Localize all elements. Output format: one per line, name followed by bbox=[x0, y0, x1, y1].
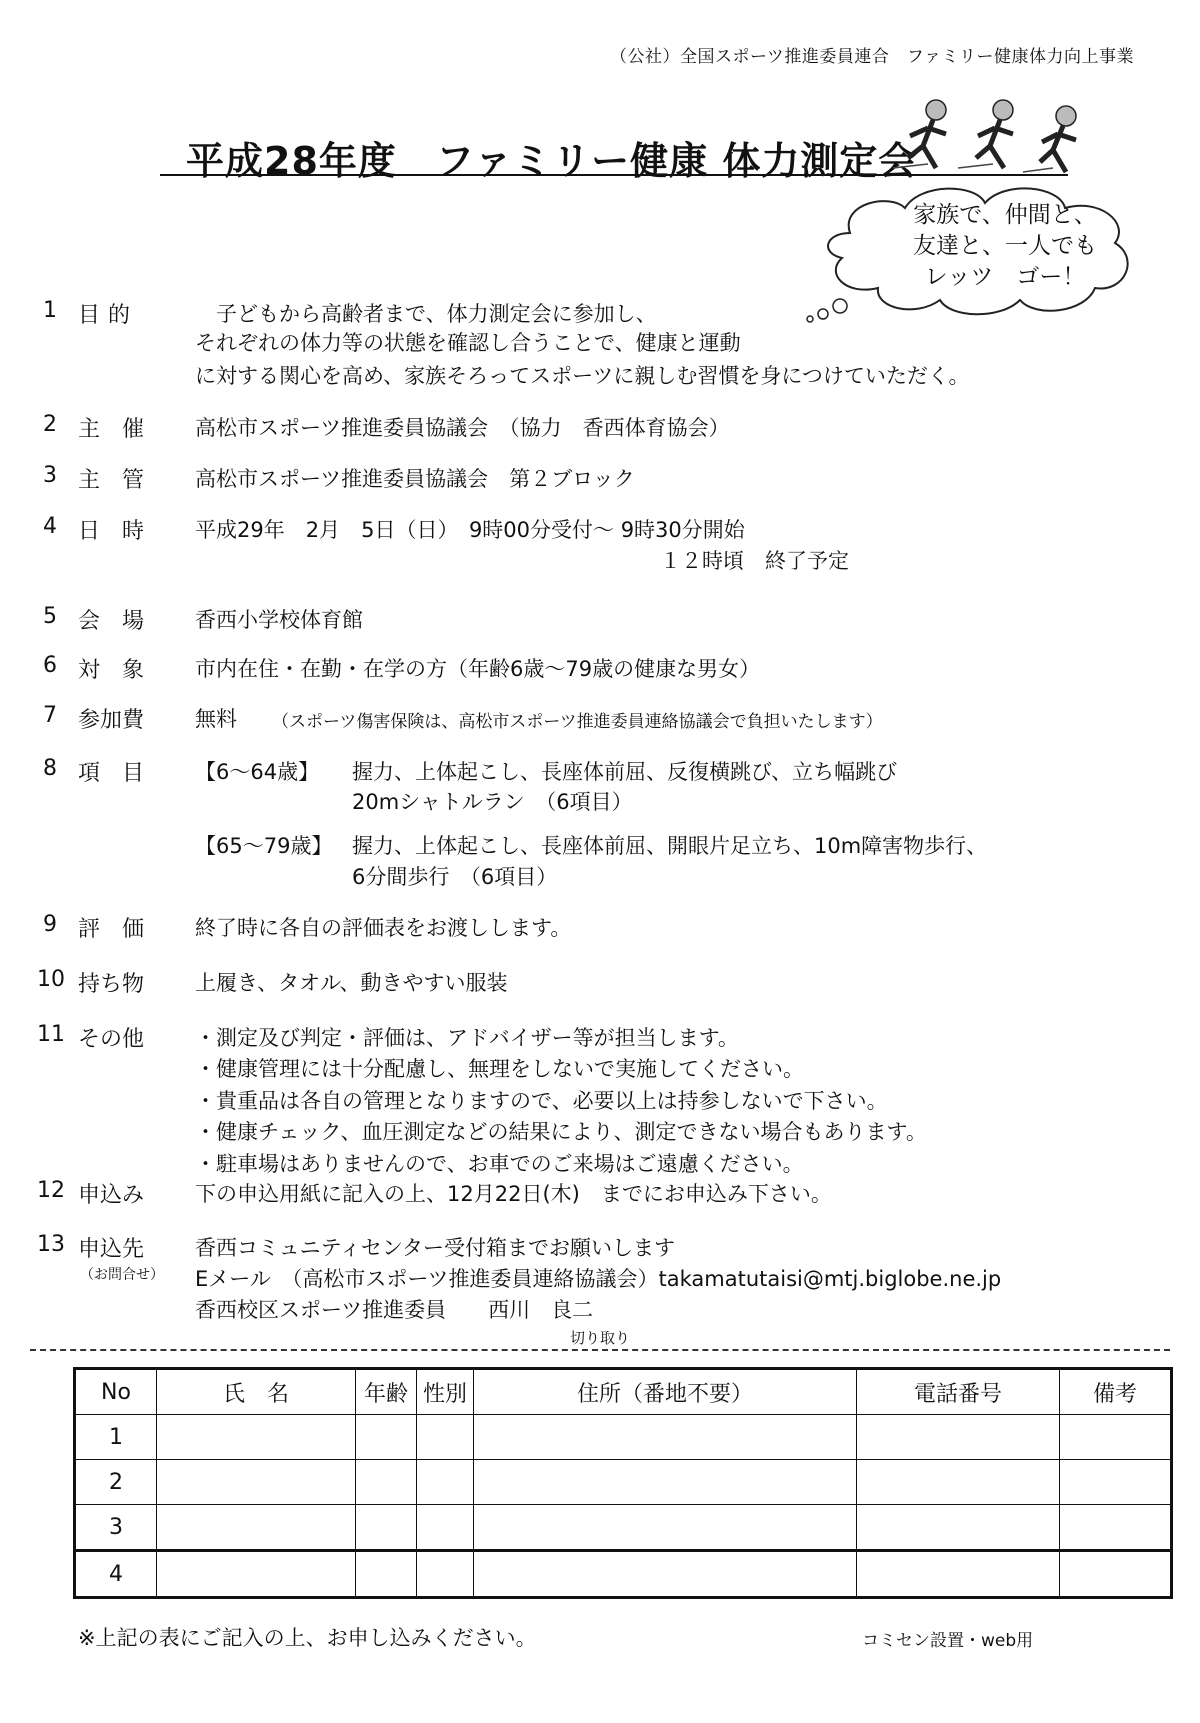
row-number: 3 bbox=[75, 1505, 157, 1551]
item-label: 申込み bbox=[78, 1183, 145, 1208]
item-label: 参加費 bbox=[78, 708, 145, 733]
item-number: 1 bbox=[43, 298, 57, 323]
application-table bbox=[73, 1367, 1173, 1599]
notes-cell[interactable] bbox=[1060, 1551, 1172, 1598]
cloud-line: レッツ ゴー！ bbox=[924, 264, 1086, 290]
item-label: 対象 bbox=[78, 658, 167, 683]
item-sublabel: （お問合せ） bbox=[80, 1267, 164, 1283]
item-text: 香西コミュニティセンター受付箱までお願いします bbox=[195, 1236, 676, 1260]
table-row bbox=[75, 1460, 1172, 1505]
item-text: 平成29年 2月 5日（日） 9時00分受付～ 9時30分開始 bbox=[195, 518, 745, 542]
cut-label: 切り取り bbox=[570, 1329, 631, 1347]
cut-line bbox=[30, 1349, 1170, 1351]
item-text: 上履き、タオル、動きやすい服装 bbox=[195, 971, 508, 995]
address-cell[interactable] bbox=[474, 1551, 857, 1598]
item-number: 4 bbox=[43, 514, 57, 539]
item-label: その他 bbox=[78, 1027, 145, 1052]
notes-cell[interactable] bbox=[1060, 1460, 1172, 1505]
name-cell[interactable] bbox=[157, 1505, 356, 1551]
item-text: ・貴重品は各自の管理となりますので、必要以上は持参しないで下さい。 bbox=[195, 1089, 888, 1113]
item-label: 主催 bbox=[78, 417, 167, 442]
item-text: １２時頃 終了予定 bbox=[660, 549, 849, 573]
item-text: Eメール （高松市スポーツ推進委員連絡協議会）takamatutaisi@mtj.biglobe.ne.jp bbox=[195, 1267, 1002, 1291]
item-text: 無料 bbox=[195, 707, 237, 731]
phone-cell[interactable] bbox=[857, 1415, 1060, 1460]
footer-usage-note: コミセン設置・web用 bbox=[862, 1631, 1034, 1651]
item-text: 握力、上体起こし、長座体前屈、開眼片足立ち、10m障害物歩行、 bbox=[352, 834, 988, 858]
address-cell[interactable] bbox=[474, 1505, 857, 1551]
table-header-address: 住所（番地不要） bbox=[474, 1369, 857, 1415]
age-cell[interactable] bbox=[356, 1551, 417, 1598]
header-note: （公社）全国スポーツ推進委員連合 ファミリー健康体力向上事業 bbox=[610, 47, 1134, 67]
item-label: 会場 bbox=[78, 609, 167, 634]
runners-illustration bbox=[888, 98, 1093, 176]
gender-cell[interactable] bbox=[417, 1505, 474, 1551]
page-title: 平成28年度 ファミリー健康 体力測定会 bbox=[186, 139, 918, 183]
item-label: 申込先 bbox=[78, 1237, 145, 1262]
item-text: 香西小学校体育館 bbox=[195, 608, 363, 632]
item-text: 子どもから高齢者まで、体力測定会に参加し、 bbox=[195, 302, 657, 326]
table-row bbox=[75, 1551, 1172, 1598]
name-cell[interactable] bbox=[157, 1551, 356, 1598]
item-text: 【6～64歳】 bbox=[195, 760, 320, 784]
item-text: 6分間歩行 （6項目） bbox=[352, 865, 558, 889]
item-text: ・測定及び判定・評価は、アドバイザー等が担当します。 bbox=[195, 1026, 739, 1050]
item-number: 7 bbox=[43, 703, 57, 728]
item-text: （スポーツ傷害保険は、高松市スポーツ推進委員連絡協議会で負担いたします） bbox=[272, 712, 883, 732]
table-header-notes: 備考 bbox=[1060, 1369, 1172, 1415]
cloud-line: 家族で、仲間と、 bbox=[913, 202, 1097, 228]
phone-cell[interactable] bbox=[857, 1460, 1060, 1505]
item-text: 【65～79歳】 bbox=[195, 834, 333, 858]
item-number: 11 bbox=[37, 1022, 65, 1047]
row-number: 4 bbox=[75, 1551, 157, 1598]
runner-figure-1 bbox=[908, 100, 946, 168]
item-number: 8 bbox=[43, 756, 57, 781]
runner-figure-3 bbox=[1040, 106, 1076, 172]
item-number: 6 bbox=[43, 653, 57, 678]
item-text: ・健康管理には十分配慮し、無理をしないで実施してください。 bbox=[195, 1057, 804, 1081]
age-cell[interactable] bbox=[356, 1460, 417, 1505]
item-text: 握力、上体起こし、長座体前屈、反復横跳び、立ち幅跳び bbox=[352, 760, 898, 784]
item-label: 主管 bbox=[78, 468, 167, 493]
item-number: 10 bbox=[37, 967, 65, 992]
item-text: 20mシャトルラン （6項目） bbox=[352, 790, 633, 814]
table-row bbox=[75, 1505, 1172, 1551]
phone-cell[interactable] bbox=[857, 1505, 1060, 1551]
footer-note: ※上記の表にご記入の上、お申し込みください。 bbox=[78, 1626, 537, 1650]
age-cell[interactable] bbox=[356, 1505, 417, 1551]
item-text: に対する関心を高め、家族そろってスポーツに親しむ習慣を身につけていただく。 bbox=[195, 364, 970, 388]
item-text: 終了時に各自の評価表をお渡しします。 bbox=[195, 916, 572, 940]
item-text: 高松市スポーツ推進委員協議会 （協力 香西体育協会） bbox=[195, 416, 730, 440]
row-number: 1 bbox=[75, 1415, 157, 1460]
item-text: 香西校区スポーツ推進委員 西川 良二 bbox=[195, 1298, 594, 1322]
item-label: 持ち物 bbox=[78, 972, 145, 997]
name-cell[interactable] bbox=[157, 1415, 356, 1460]
item-text: 下の申込用紙に記入の上、12月22日(木) までにお申込み下さい。 bbox=[195, 1182, 832, 1206]
item-number: 13 bbox=[37, 1232, 65, 1257]
item-label: 目的 bbox=[78, 303, 139, 328]
table-header-no: No bbox=[75, 1369, 157, 1415]
table-header-age: 年齢 bbox=[356, 1369, 417, 1415]
item-label: 項目 bbox=[78, 761, 167, 786]
address-cell[interactable] bbox=[474, 1415, 857, 1460]
item-text: ・駐車場はありませんので、お車でのご来場はご遠慮ください。 bbox=[195, 1152, 804, 1176]
gender-cell[interactable] bbox=[417, 1460, 474, 1505]
notes-cell[interactable] bbox=[1060, 1415, 1172, 1460]
gender-cell[interactable] bbox=[417, 1551, 474, 1598]
table-header-row bbox=[75, 1369, 1172, 1415]
item-label: 評価 bbox=[78, 917, 167, 942]
name-cell[interactable] bbox=[157, 1460, 356, 1505]
item-number: 3 bbox=[43, 463, 57, 488]
cloud-line: 友達と、一人でも bbox=[913, 233, 1097, 259]
notes-cell[interactable] bbox=[1060, 1505, 1172, 1551]
row-number: 2 bbox=[75, 1460, 157, 1505]
table-header-gender: 性別 bbox=[417, 1369, 474, 1415]
age-cell[interactable] bbox=[356, 1415, 417, 1460]
gender-cell[interactable] bbox=[417, 1415, 474, 1460]
cloud-text bbox=[890, 200, 1120, 293]
item-text: ・健康チェック、血圧測定などの結果により、測定できない場合もあります。 bbox=[195, 1120, 927, 1144]
item-number: 2 bbox=[43, 412, 57, 437]
item-text: 高松市スポーツ推進委員協議会 第２ブロック bbox=[195, 467, 635, 491]
table-header-name: 氏 名 bbox=[157, 1369, 356, 1415]
runner-figure-2 bbox=[976, 100, 1013, 168]
item-number: 5 bbox=[43, 604, 57, 629]
table-row bbox=[75, 1415, 1172, 1460]
phone-cell[interactable] bbox=[857, 1551, 1060, 1598]
table-header-phone: 電話番号 bbox=[857, 1369, 1060, 1415]
item-label: 日時 bbox=[78, 519, 167, 544]
item-text: それぞれの体力等の状態を確認し合うことで、健康と運動 bbox=[195, 331, 741, 355]
item-number: 12 bbox=[37, 1178, 65, 1203]
address-cell[interactable] bbox=[474, 1460, 857, 1505]
item-text: 市内在住・在勤・在学の方（年齢6歳～79歳の健康な男女） bbox=[195, 657, 761, 681]
item-number: 9 bbox=[43, 912, 57, 937]
